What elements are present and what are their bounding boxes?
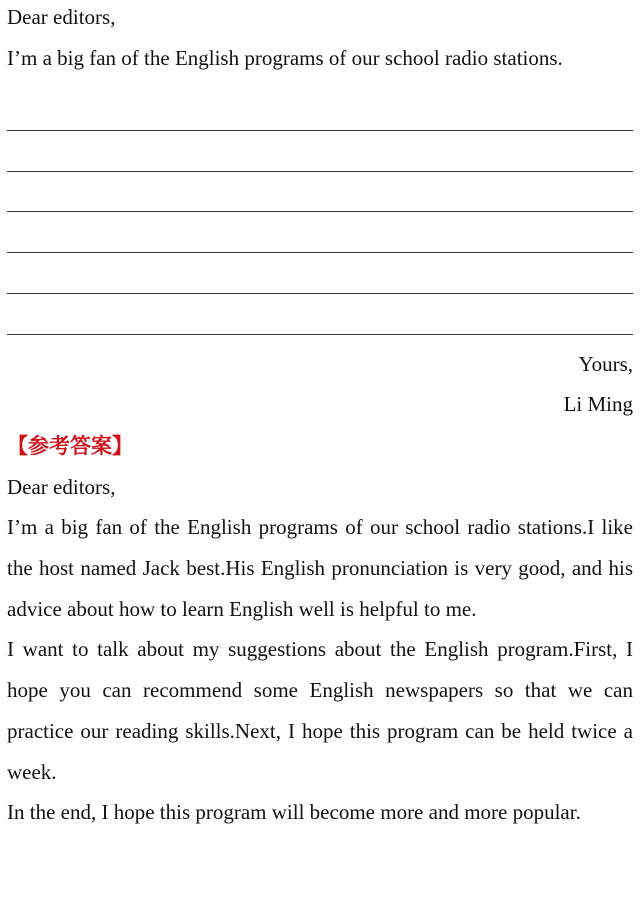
- blank-writing-line: [7, 212, 633, 253]
- prompt-signature: Li Ming: [563, 392, 633, 417]
- prompt-greeting: Dear editors,: [7, 5, 116, 29]
- blank-writing-line: [7, 131, 633, 172]
- blank-writing-line: [7, 294, 633, 335]
- prompt-opening-sentence: I’m a big fan of the English programs of our school radio stations.: [7, 45, 563, 70]
- answer-heading: 【参考答案】: [7, 433, 133, 458]
- document-page: [7, 0, 633, 833]
- answer-paragraph: In the end, I hope this program will become more and more popular.: [7, 800, 581, 825]
- blank-writing-line: [7, 172, 633, 213]
- answer-paragraph: I’m a big fan of the English programs of our school radio stations.I like the host named Jack best.His English pronunciation is very good, and his advice about how to learn English well is helpful to me.: [7, 515, 633, 621]
- blank-writing-line: [7, 253, 633, 294]
- prompt-closing: Yours,: [578, 351, 633, 376]
- blank-writing-line: [7, 90, 633, 131]
- writing-area: [7, 90, 633, 334]
- answer-letter: [7, 467, 633, 833]
- answer-greeting: Dear editors,: [7, 474, 116, 499]
- answer-paragraph: I want to talk about my suggestions about the English program.First, I hope you can recommend some English newspapers so that we can practice our reading skills.Next, I hope this program can be held twice a week.: [7, 637, 633, 784]
